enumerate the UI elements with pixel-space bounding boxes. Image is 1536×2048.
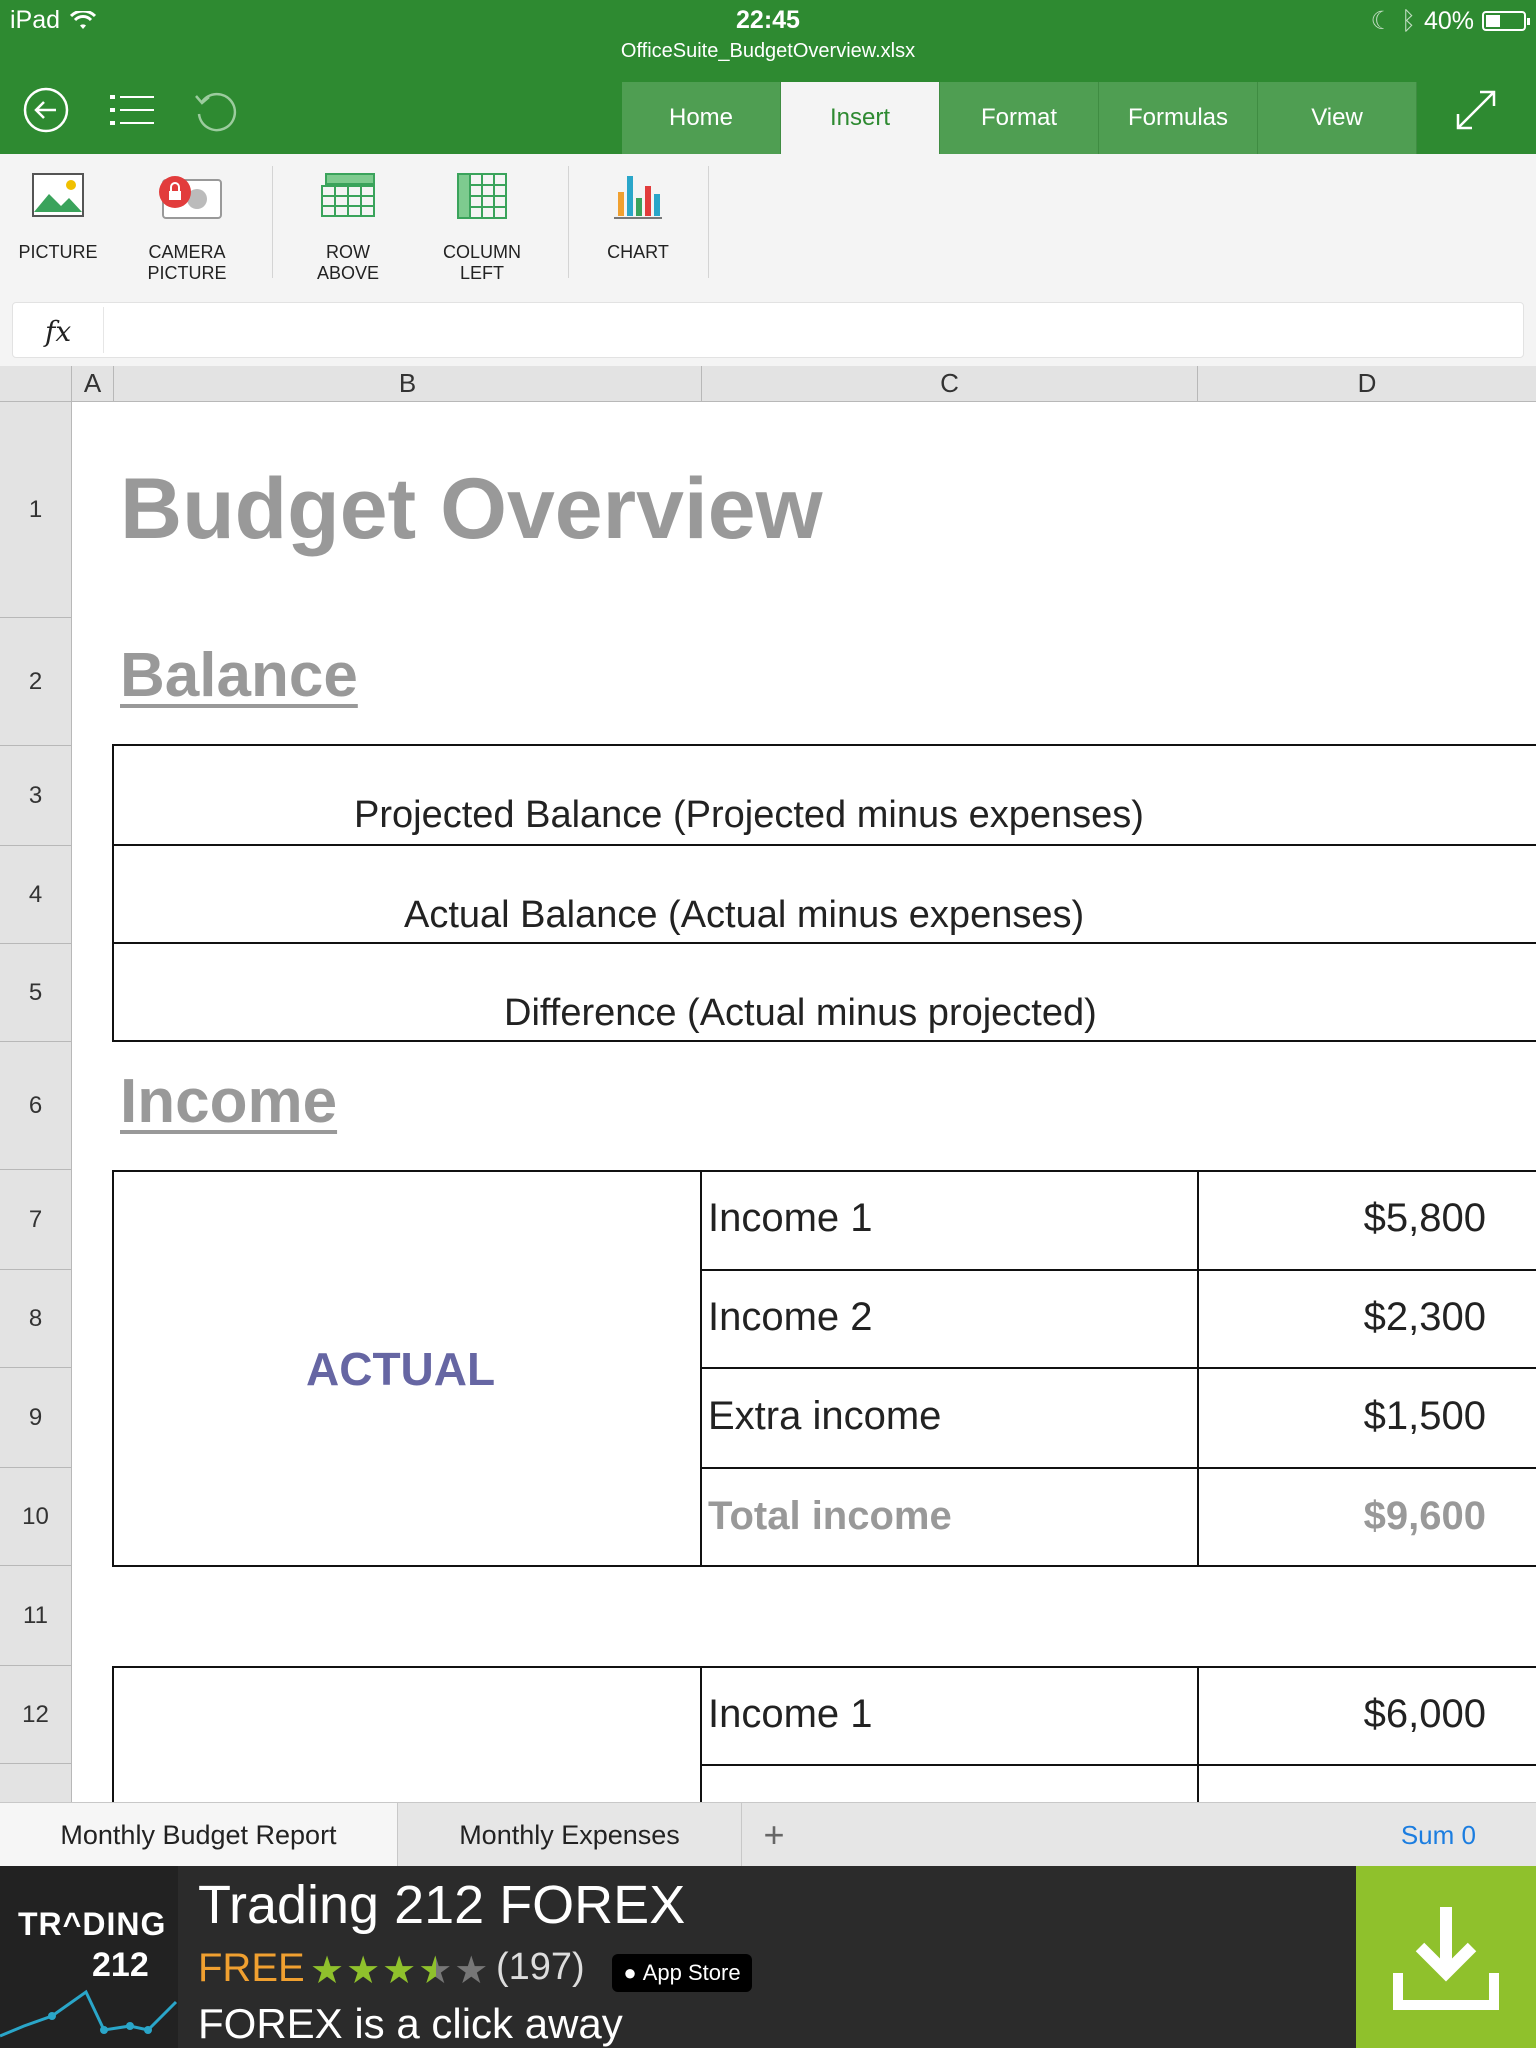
row-header-12[interactable]: 12 <box>0 1666 72 1764</box>
row-header-4[interactable]: 4 <box>0 846 72 944</box>
row-header-6[interactable]: 6 <box>0 1042 72 1170</box>
camera-picture-label-1: CAMERA <box>148 242 226 262</box>
income-amount[interactable]: $1,500 <box>1363 1394 1486 1438</box>
table-border <box>112 1565 1536 1567</box>
bluetooth-icon: ᛒ <box>1400 6 1416 35</box>
income-amount[interactable]: $2,300 <box>1363 1295 1486 1339</box>
status-bar-right <box>1371 6 1526 36</box>
ribbon-divider <box>272 166 273 278</box>
projected-balance-label[interactable]: Projected Balance (Projected minus expenses) <box>354 794 1144 836</box>
ad-banner[interactable] <box>0 1866 1536 2048</box>
undo-icon <box>192 86 240 134</box>
column-header-d[interactable]: D <box>1198 366 1536 402</box>
sheet-tab-monthly-budget-report[interactable]: Monthly Budget Report <box>0 1803 398 1867</box>
insert-ribbon <box>0 154 1536 292</box>
table-border <box>112 744 114 1042</box>
row-header-9[interactable]: 9 <box>0 1368 72 1468</box>
fullscreen-button[interactable] <box>1452 86 1500 134</box>
tab-insert[interactable]: Insert <box>781 82 940 154</box>
income-label[interactable]: Extra income <box>708 1394 942 1438</box>
ad-logo <box>0 1866 178 2048</box>
add-sheet-button[interactable]: + <box>763 1814 785 1855</box>
income-label[interactable]: Income 2 <box>708 1295 873 1339</box>
table-border <box>112 844 1536 846</box>
app-store-badge <box>612 1954 752 1992</box>
row-above-label-1: ROW <box>326 242 370 262</box>
table-border <box>700 1467 1536 1469</box>
column-left-label-2: LEFT <box>459 263 504 283</box>
income-label[interactable]: Income 1 <box>708 1196 873 1240</box>
sheet-tab-monthly-expenses[interactable]: Monthly Expenses <box>398 1803 742 1867</box>
row-header-13[interactable] <box>0 1764 72 1802</box>
actual-label[interactable]: ACTUAL <box>306 1343 496 1395</box>
ribbon-divider <box>708 166 709 278</box>
formula-bar[interactable] <box>12 302 1524 358</box>
actual-balance-label[interactable]: Actual Balance (Actual minus expenses) <box>404 894 1085 936</box>
fx-icon: fx <box>45 315 72 348</box>
row-header-8[interactable]: 8 <box>0 1270 72 1368</box>
row-header-1[interactable]: 1 <box>0 402 72 618</box>
insert-camera-picture-button[interactable] <box>130 172 244 284</box>
picture-icon <box>31 172 85 218</box>
ad-price: FREE <box>198 1946 305 1990</box>
income-heading[interactable]: Income <box>120 1067 338 1136</box>
ribbon-tabs <box>622 82 1417 154</box>
table-border <box>112 1666 1536 1668</box>
battery-icon <box>1482 11 1526 31</box>
sum-readout[interactable]: Sum 0 <box>1400 1819 1476 1850</box>
undo-button[interactable] <box>192 86 240 134</box>
table-border <box>700 1269 1536 1271</box>
table-border <box>700 1764 1536 1766</box>
chart-label: CHART <box>607 242 669 262</box>
row-header-3[interactable]: 3 <box>0 746 72 846</box>
device-name: iPad <box>10 6 61 34</box>
insert-picture-button[interactable] <box>10 172 106 263</box>
top-header <box>0 0 1536 154</box>
tab-format[interactable]: Format <box>940 82 1099 154</box>
table-border <box>1197 1666 1199 1802</box>
sheet-tabs-bar <box>0 1802 1536 1866</box>
row-header-2[interactable]: 2 <box>0 618 72 746</box>
row-header-7[interactable]: 7 <box>0 1170 72 1270</box>
back-arrow-icon <box>22 86 70 134</box>
row-header-10[interactable]: 10 <box>0 1468 72 1566</box>
total-income-label[interactable]: Total income <box>708 1494 952 1538</box>
total-income-amount[interactable]: $9,600 <box>1363 1494 1486 1538</box>
row-header-5[interactable]: 5 <box>0 944 72 1042</box>
tab-home[interactable]: Home <box>622 82 781 154</box>
ad-logo-number: 212 <box>92 1946 149 1984</box>
chart-icon <box>612 172 664 220</box>
column-header-b[interactable]: B <box>114 366 702 402</box>
income-label[interactable]: Income 1 <box>708 1692 873 1736</box>
table-border <box>112 1170 114 1567</box>
insert-column-left-button[interactable] <box>430 172 534 284</box>
income-amount[interactable]: $6,000 <box>1363 1692 1486 1736</box>
table-border <box>700 1367 1536 1369</box>
table-border <box>1197 1170 1199 1567</box>
formula-divider <box>103 307 104 353</box>
select-all-corner[interactable] <box>0 366 72 402</box>
app-store-label: App Store <box>642 1960 741 1985</box>
apple-icon: ● <box>623 1960 637 1985</box>
ad-download-button[interactable] <box>1356 1866 1536 2048</box>
camera-picture-label-2: PICTURE <box>147 263 227 283</box>
column-left-label-1: COLUMN <box>442 242 521 262</box>
ad-subtitle: FOREX is a click away <box>198 2000 623 2047</box>
outline-button[interactable] <box>108 86 156 134</box>
tab-formulas[interactable]: Formulas <box>1099 82 1258 154</box>
list-icon <box>108 86 156 134</box>
table-border <box>700 1666 702 1802</box>
table-border <box>112 1666 114 1802</box>
insert-row-above-button[interactable] <box>300 172 396 284</box>
formula-bar-area <box>0 292 1536 366</box>
table-border <box>700 1170 702 1567</box>
battery-percent: 40% <box>1423 6 1474 35</box>
balance-heading[interactable]: Balance <box>120 641 358 710</box>
row-header-11[interactable]: 11 <box>0 1566 72 1666</box>
row-above-label-2: ABOVE <box>316 263 380 283</box>
tab-view[interactable]: View <box>1258 82 1417 154</box>
table-border <box>112 942 1536 944</box>
ad-review-count: (197) <box>496 1946 585 1988</box>
chart-line-icon <box>0 1866 178 2048</box>
insert-chart-button[interactable] <box>596 172 680 263</box>
sheet-title[interactable]: Budget Overview <box>120 461 823 557</box>
column-left-icon <box>456 172 508 222</box>
row-above-icon <box>318 172 378 218</box>
table-border <box>112 1170 1536 1172</box>
difference-label[interactable]: Difference (Actual minus projected) <box>504 992 1097 1034</box>
ribbon-divider <box>568 166 569 278</box>
table-border <box>112 744 1536 746</box>
camera-icon <box>149 172 225 222</box>
income-amount[interactable]: $5,800 <box>1363 1196 1486 1240</box>
back-button[interactable] <box>22 86 70 134</box>
moon-icon: ☾ <box>1370 7 1393 35</box>
ad-rating-stars: ★★★★★ <box>310 1950 491 1992</box>
column-header-c[interactable]: C <box>702 366 1198 402</box>
expand-icon <box>1452 86 1500 134</box>
ad-logo-text: TR^DING <box>18 1906 167 1942</box>
column-header-a[interactable]: A <box>72 366 114 402</box>
download-icon <box>1386 1897 1506 2017</box>
ad-title: Trading 212 FOREX <box>198 1875 686 1935</box>
picture-label: PICTURE <box>18 242 98 262</box>
table-border <box>112 1040 1536 1042</box>
status-time: 22:45 <box>736 6 800 34</box>
file-name: OfficeSuite_BudgetOverview.xlsx <box>620 40 916 62</box>
